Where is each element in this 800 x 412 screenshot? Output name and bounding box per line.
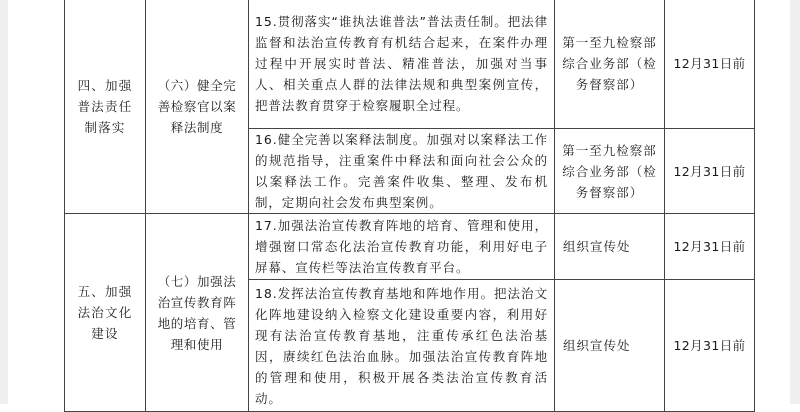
page-margin-right [790, 0, 800, 404]
deadline-cell: 12月31日前 [665, 0, 755, 129]
department-cell: 第一至九检察部综合业务部（检务督察部） [555, 129, 665, 214]
deadline-cell: 12月31日前 [665, 214, 755, 280]
category-cell: 四、加强普法责任制落实 [65, 0, 146, 214]
work-plan-table [64, 0, 755, 412]
department-cell: 组织宣传处 [555, 214, 665, 280]
page-margin-left [0, 0, 8, 404]
subcategory-cell: （六）健全完善检察官以案释法制度 [146, 0, 249, 214]
table-row [65, 214, 755, 280]
deadline-cell: 12月31日前 [665, 129, 755, 214]
task-cell: 16.健全完善以案释法制度。加强对以案释法工作的规范指导，注重案件中释法和面向社会公众的以案释法工作。完善案件收集、整理、发布机制，定期向社会发布典型案例。 [249, 129, 555, 214]
task-cell: 18.发挥法治宣传教育基地和阵地作用。把法治文化阵地建设纳入检察文化建设重要内容，利用好现有法治宣传教育基地，注重传承红色法治基因，赓续红色法治血脉。加强法治宣传教育阵地的管理和使用，积极开展各类法治宣传教育活动。 [249, 280, 555, 412]
table-row [65, 0, 755, 129]
subcategory-cell: （七）加强法治宣传教育阵地的培育、管理和使用 [146, 214, 249, 412]
category-cell: 五、加强法治文化建设 [65, 214, 146, 412]
department-cell: 组织宣传处 [555, 280, 665, 412]
deadline-cell: 12月31日前 [665, 280, 755, 412]
department-cell: 第一至九检察部综合业务部（检务督察部） [555, 0, 665, 129]
task-cell: 17.加强法治宣传教育阵地的培育、管理和使用，增强窗口常态化法治宣传教育功能，利用好电子屏幕、宣传栏等法治宣传教育平台。 [249, 214, 555, 280]
task-cell: 15.贯彻落实“谁执法谁普法”普法责任制。把法律监督和法治宣传教育有机结合起来，在案件办理过程中开展实时普法、精准普法，加强对当事人、相关重点人群的法律法规和典型案例宣传，把普法教育贯穿于检察履职全过程。 [249, 0, 555, 129]
